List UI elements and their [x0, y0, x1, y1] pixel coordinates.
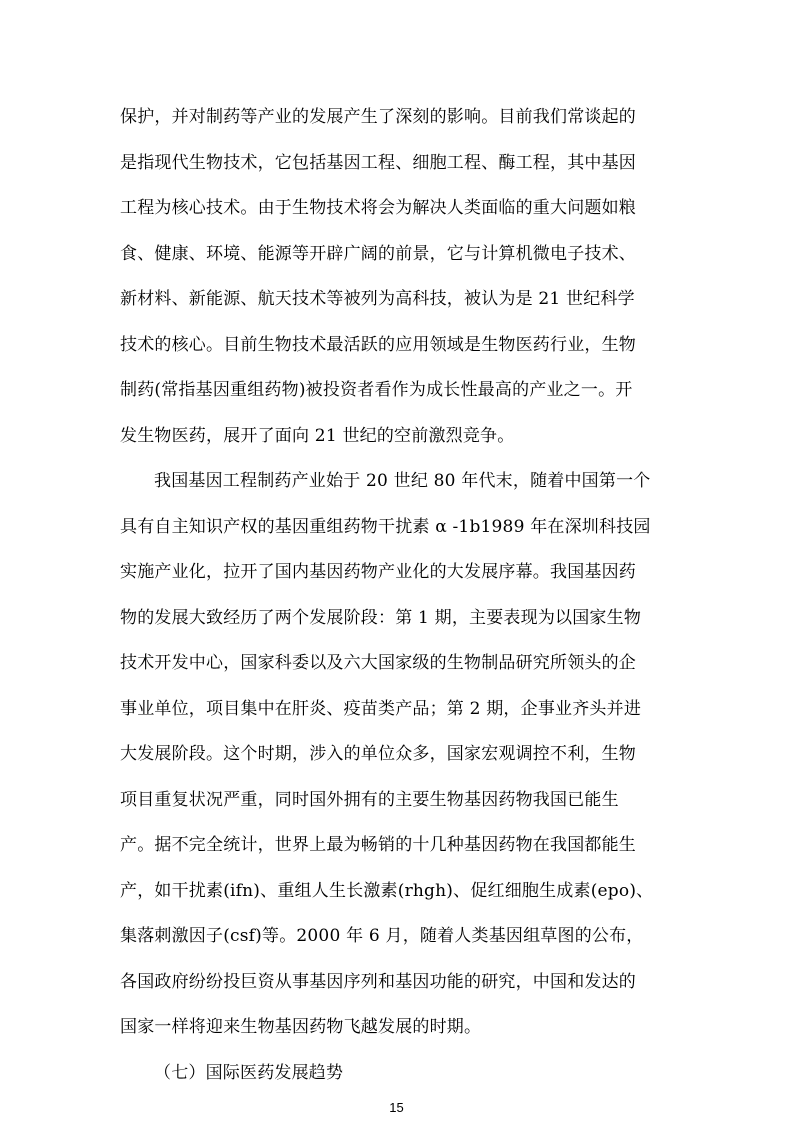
- text-line: 集落刺激因子(csf)等。2000 年 6 月，随着人类基因组草图的公布，: [120, 926, 644, 946]
- text-line: 保护，并对制药等产业的发展产生了深刻的影响。目前我们常谈起的: [120, 107, 636, 127]
- text-line: 国家一样将迎来生物基因药物飞越发展的时期。: [120, 1017, 482, 1037]
- text-line: 工程为核心技术。由于生物技术将会为解决人类面临的重大问题如粮: [120, 198, 636, 218]
- text-line: 各国政府纷纷投巨资从事基因序列和基因功能的研究，中国和发达的: [120, 972, 636, 992]
- text-line: 实施产业化，拉开了国内基因药物产业化的大发展序幕。我国基因药: [120, 562, 636, 582]
- text-line: 发生物医药，展开了面向 21 世纪的空前激烈竞争。: [120, 426, 515, 446]
- text-line: 项目重复状况严重，同时国外拥有的主要生物基因药物我国已能生: [120, 790, 619, 810]
- text-line: 技术开发中心，国家科委以及六大国家级的生物制品研究所领头的企: [120, 653, 636, 673]
- text-line: 事业单位，项目集中在肝炎、疫苗类产品；第 2 期，企事业齐头并进: [120, 699, 642, 719]
- text-line: 技术的核心。目前生物技术最活跃的应用领域是生物医药行业，生物: [120, 335, 636, 355]
- text-line: 食、健康、环境、能源等开辟广阔的前景，它与计算机微电子技术、: [120, 244, 636, 264]
- text-line: 新材料、新能源、航天技术等被列为高科技，被认为是 21 世纪科学: [120, 289, 635, 309]
- page-number: 15: [389, 1100, 404, 1115]
- text-line: 具有自主知识产权的基因重组药物干扰素 α -1b1989 年在深圳科技园: [120, 517, 651, 537]
- text-line: 物的发展大致经历了两个发展阶段：第 1 期，主要表现为以国家生物: [120, 608, 642, 628]
- text-line: 是指现代生物技术，它包括基因工程、细胞工程、酶工程，其中基因: [120, 153, 636, 173]
- section-heading: （七）国际医药发展趋势: [154, 1063, 344, 1083]
- paragraph-first-line: 我国基因工程制药产业始于 20 世纪 80 年代末，随着中国第一个: [154, 471, 651, 491]
- text-line: 产，如干扰素(ifn)、重组人生长激素(rhgh)、促红细胞生成素(epo)、: [120, 881, 654, 901]
- text-line: 产。据不完全统计，世界上最为畅销的十几种基因药物在我国都能生: [120, 835, 636, 855]
- text-line: 大发展阶段。这个时期，涉入的单位众多，国家宏观调控不利，生物: [120, 744, 636, 764]
- text-line: 制药(常指基因重组药物)被投资者看作为成长性最高的产业之一。开: [120, 380, 633, 400]
